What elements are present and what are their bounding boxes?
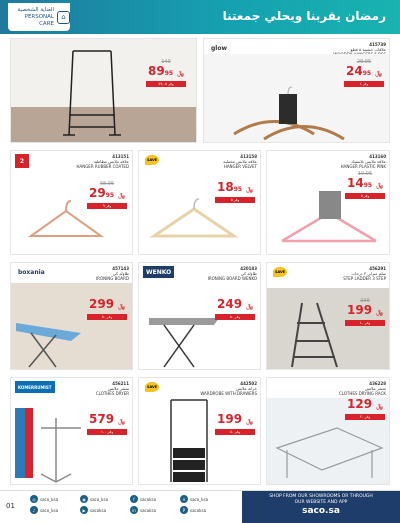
product-title: 456211 منشر ملابس CLOTHES DRYER	[95, 381, 129, 396]
website-link[interactable]: saco.sa	[302, 506, 340, 516]
product-title: 413151 علاقة ملابس مطاطية HANGER RUBBER COATED	[76, 154, 129, 169]
social-links	[30, 495, 230, 514]
save-label: وفر ٥	[345, 193, 385, 199]
category-name-ar: العناية الشخصية	[17, 6, 54, 13]
page-header	[0, 0, 400, 34]
product-image-drying-rack	[267, 378, 390, 485]
currency-symbol: ﷼	[376, 182, 383, 189]
product-card-p9[interactable]	[10, 377, 133, 485]
page-footer	[0, 490, 400, 523]
youtube-icon: ▶	[80, 506, 88, 514]
offer-badge: SAVE	[273, 267, 287, 277]
pinterest-icon: P	[180, 506, 188, 514]
page-number: 01	[6, 502, 15, 510]
old-price: 28.95	[356, 59, 372, 65]
price-tag	[215, 413, 255, 435]
save-label: وفر ٣٠	[345, 414, 385, 420]
product-card-p3[interactable]	[10, 150, 133, 255]
product-title: 457143 طاولة كي IRONING BOARD	[96, 266, 129, 281]
social-link[interactable]: ▶ sacoksa	[80, 506, 130, 514]
offer-badge: SAVE	[145, 155, 159, 165]
new-price: 199	[217, 412, 243, 426]
category-name-en: PERSONAL CARE	[24, 13, 54, 27]
new-price: 29	[89, 186, 106, 200]
save-label: وفر ٤	[344, 81, 384, 87]
product-image-garment-rack	[11, 39, 197, 143]
currency-symbol: ﷼	[118, 418, 125, 425]
product-image-wooden-hangers	[204, 39, 390, 143]
product-card-p4[interactable]	[138, 150, 261, 255]
new-price: 299	[89, 297, 115, 311]
social-link[interactable]: ◉ saco_ksa	[80, 495, 130, 503]
new-price: 129	[347, 397, 373, 411]
price-tag	[215, 298, 255, 320]
product-card-p10[interactable]	[138, 377, 261, 485]
save-label: وفر ١٠٠	[87, 429, 127, 435]
product-title: 420183 طاولة كي IRONING BOARD WENKO	[207, 266, 257, 281]
save-label: وفر ٩	[87, 203, 127, 209]
currency-symbol: ﷼	[246, 303, 253, 310]
new-price: 24	[346, 64, 363, 78]
category-logo	[8, 3, 70, 31]
social-link[interactable]: ✕ saco_ksa	[180, 495, 230, 503]
home-icon: ⌂	[57, 11, 70, 24]
twitter-icon: ✕	[180, 495, 188, 503]
cta-line-2: OUR WEBSITE AND APP	[294, 500, 348, 505]
currency-symbol: ﷼	[376, 403, 383, 410]
price-tag	[87, 298, 127, 320]
product-title: 413160 علاقة ملابس بلاستيك HANGER PLASTIC PINK	[340, 154, 386, 169]
facebook-icon: f	[130, 495, 138, 503]
currency-symbol: ﷼	[118, 192, 125, 199]
social-link[interactable]: P sacoksa	[180, 506, 230, 514]
price-tag: ﷼ 1895 وفر ٥	[215, 181, 255, 203]
currency-symbol: ﷼	[376, 309, 383, 316]
price-tag: 28.95 ﷼ 2495 وفر ٤	[344, 59, 384, 87]
old-price: 149	[161, 59, 171, 65]
price-tag: 38.95 ﷼ 2995 وفر ٩	[87, 181, 127, 209]
tiktok-icon: ♪	[30, 506, 38, 514]
product-image-velvet-hanger	[139, 151, 261, 255]
product-card-p7[interactable]	[138, 262, 261, 370]
brand-logo: KOMERRUMIST	[15, 381, 55, 393]
save-label: وفر ٥	[215, 197, 255, 203]
new-price: 18	[217, 180, 234, 194]
social-link[interactable]: ◎ saco_ksa	[30, 495, 80, 503]
brand-logo: 2	[15, 154, 29, 168]
shop-cta[interactable]	[242, 491, 400, 523]
cta-line-1: SHOP FROM OUR SHOWROOMS OR THROUGH	[269, 494, 373, 499]
old-price: 38.95	[99, 181, 115, 187]
social-link[interactable]: in sacoksa	[130, 506, 180, 514]
price-tag: 19.95 ﷼ 1495 وفر ٥	[345, 171, 385, 199]
price-tag	[345, 298, 385, 326]
snapchat-icon: ◉	[80, 495, 88, 503]
price-tag	[345, 398, 385, 420]
social-link[interactable]: ♪ saco_ksa	[30, 506, 80, 514]
product-title: 442502 خزانة ملابس WARDROBE WITH DRAWERS	[200, 381, 257, 396]
offer-badge: SAVE	[145, 382, 159, 392]
currency-symbol: ﷼	[246, 186, 253, 193]
old-price: 19.95	[357, 171, 373, 177]
save-label: وفر ٤٠	[345, 320, 385, 326]
new-price: 199	[347, 303, 373, 317]
price-tag: 149 ﷼ 8995 وفر ٥٩٫٠٥	[146, 59, 186, 87]
new-price: 249	[217, 297, 243, 311]
product-title: 415739 علاقات خشبية ٥ قطع	[350, 42, 386, 52]
brand-logo: WENKO	[143, 266, 174, 278]
new-price: 579	[89, 412, 115, 426]
save-label: وفر ٥٠	[215, 314, 255, 320]
product-card-p2[interactable]	[203, 38, 390, 143]
currency-symbol: ﷼	[246, 418, 253, 425]
new-price: 89	[148, 64, 165, 78]
save-label: وفر ٥٠	[87, 314, 127, 320]
currency-symbol: ﷼	[118, 303, 125, 310]
old-price: 239	[360, 298, 370, 304]
brand-logo: boxania	[18, 268, 45, 276]
product-card-p8[interactable]	[266, 262, 390, 370]
product-title: 413158 علاقة ملابس مخملية HANGER VELVET	[223, 154, 257, 169]
product-title: 456291 سلم منزلي ٣ درجات STEP LADDER 3 STEP	[343, 266, 386, 281]
instagram-icon: ◎	[30, 495, 38, 503]
save-label: وفر ٥٩٫٠٥	[146, 81, 186, 87]
product-title: 436228 منشر ملابس CLOTHES DRYING RACK	[338, 381, 386, 396]
new-price: 14	[347, 176, 364, 190]
page-slogan: رمضان يقربنا ويحلي جمعتنا	[222, 9, 386, 23]
currency-symbol: ﷼	[177, 70, 184, 77]
social-link[interactable]: f sacoksa	[130, 495, 180, 503]
product-card-p1[interactable]	[10, 38, 197, 143]
product-card-p5[interactable]	[266, 150, 390, 255]
product-card-p11[interactable]	[266, 377, 390, 485]
brand-logo: glow	[211, 44, 228, 52]
linkedin-icon: in	[130, 506, 138, 514]
product-card-p6[interactable]	[10, 262, 133, 370]
product-image-plastic-hanger	[267, 151, 390, 255]
save-label: وفر ٥٠	[215, 429, 255, 435]
price-tag	[87, 413, 127, 435]
currency-symbol: ﷼	[375, 70, 382, 77]
